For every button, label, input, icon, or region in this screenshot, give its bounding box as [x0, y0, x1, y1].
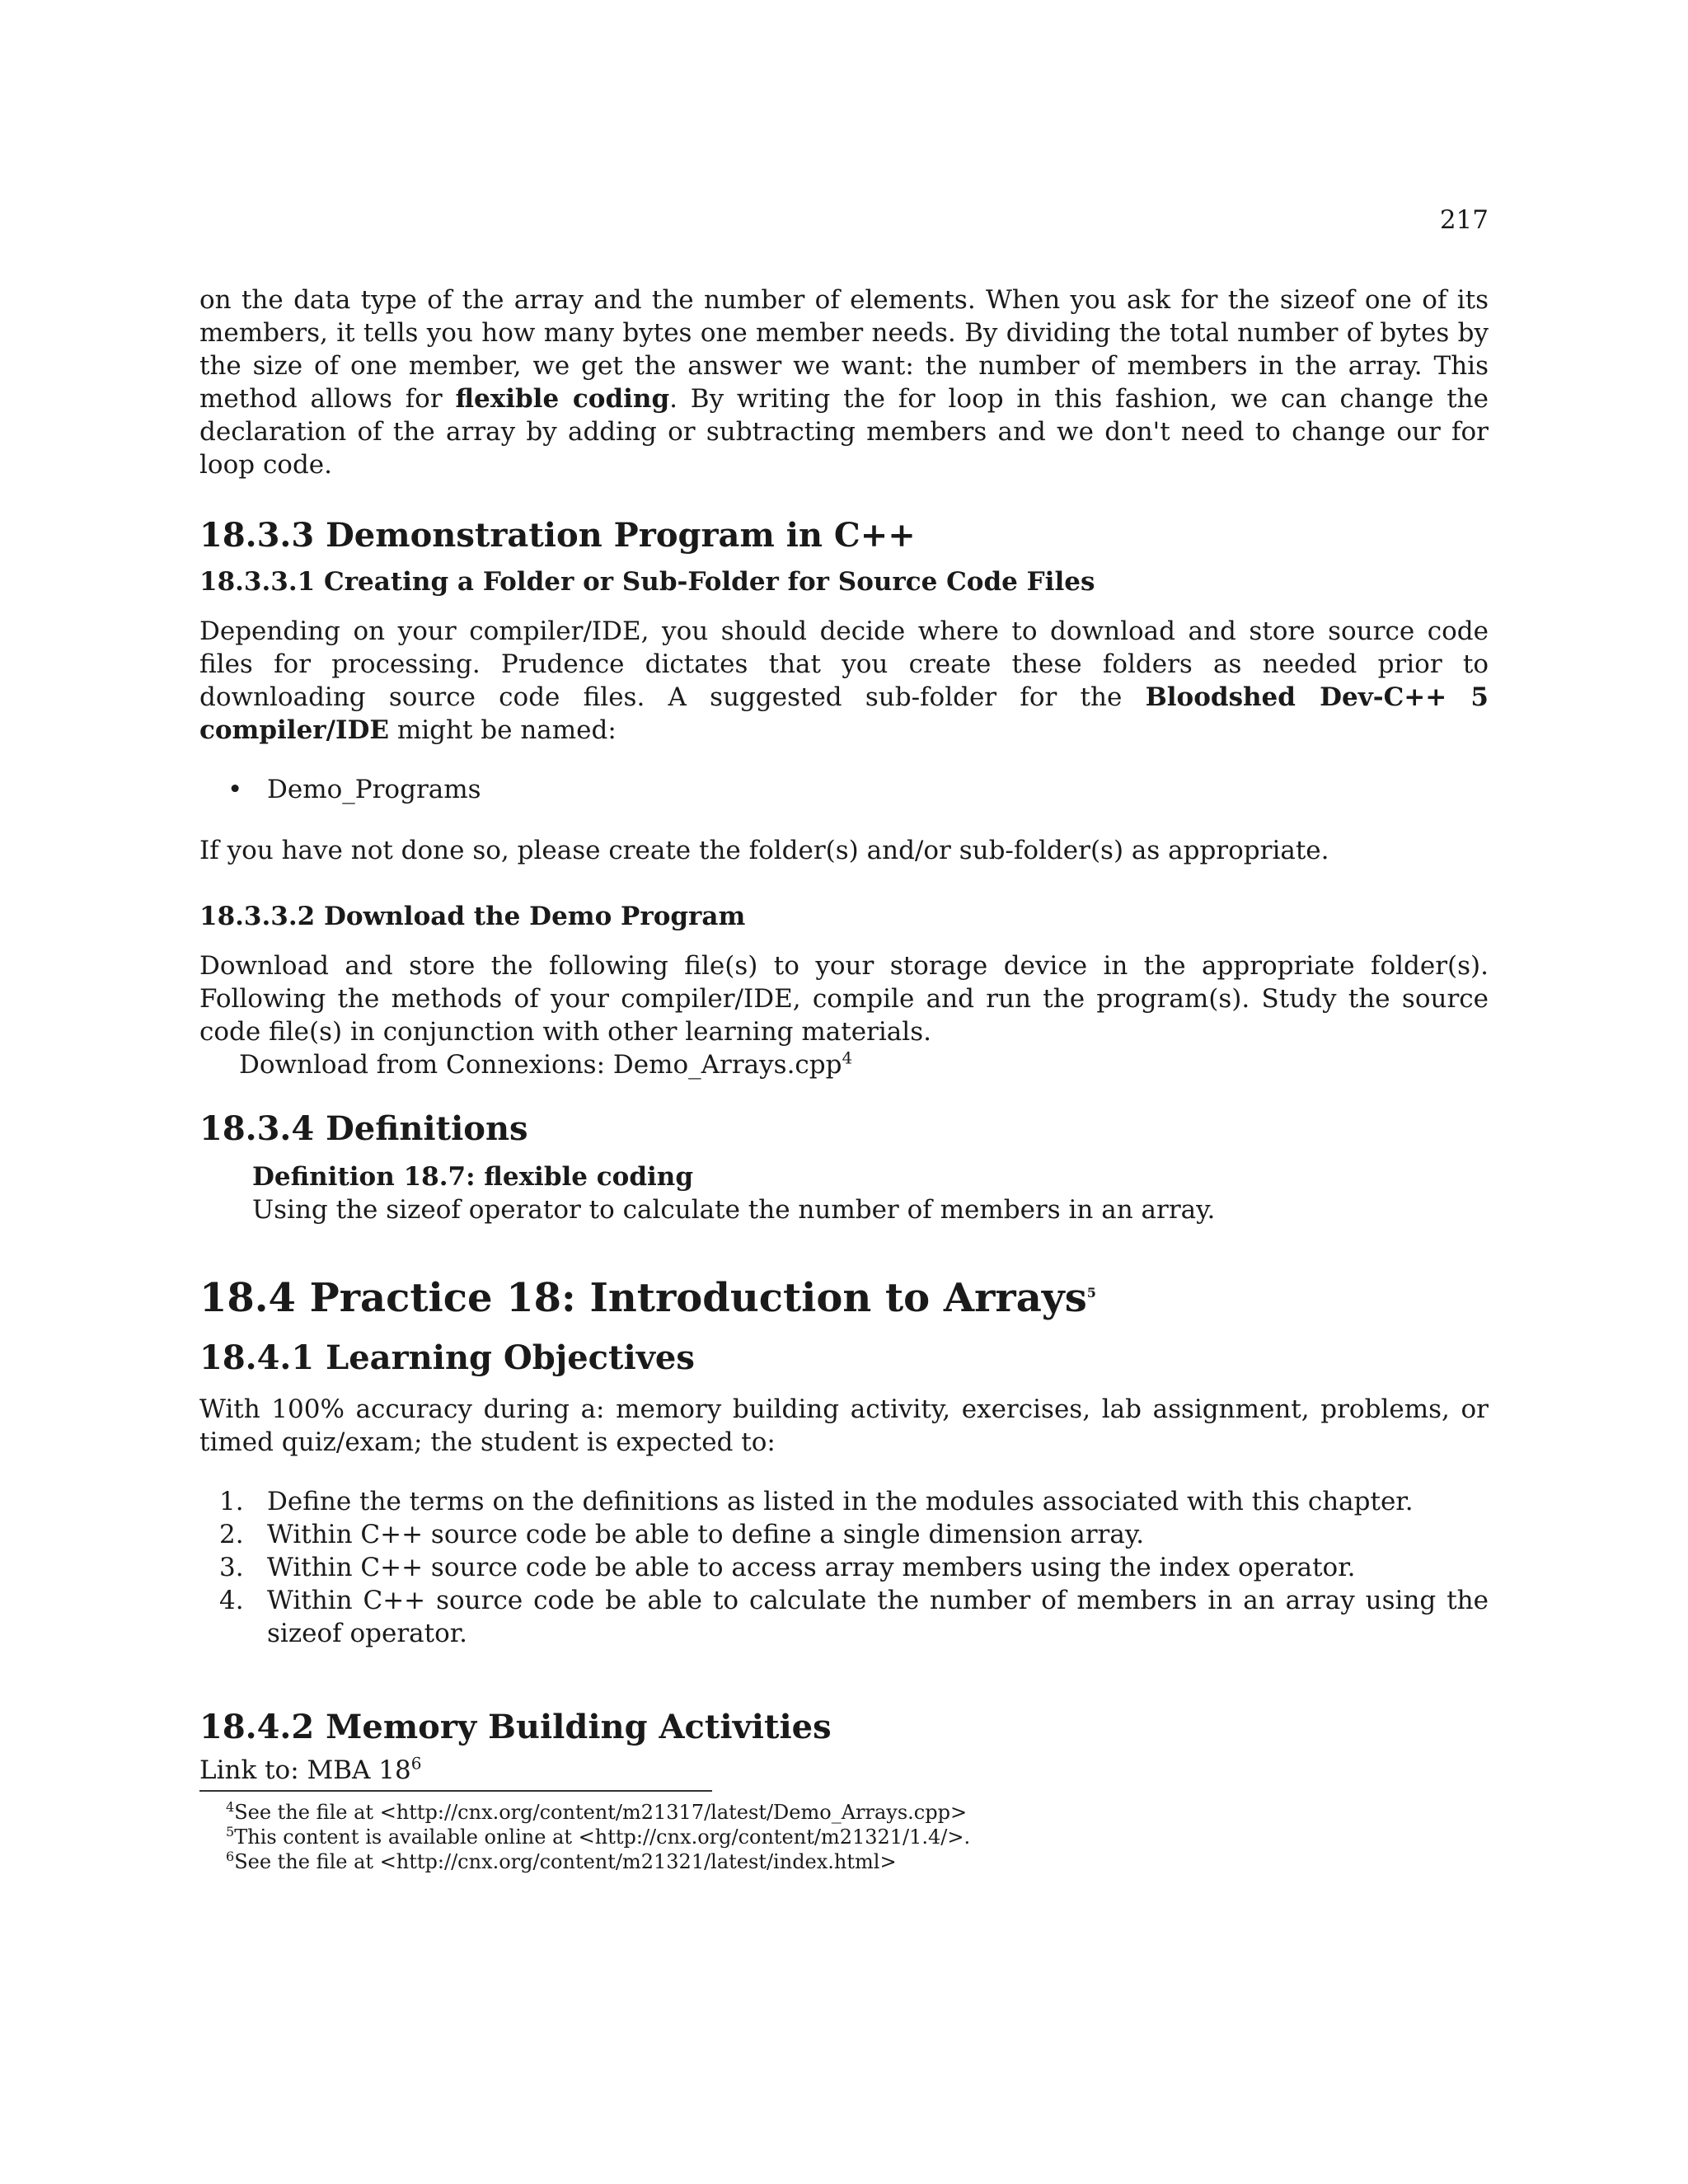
footnote-number: 5: [226, 1824, 235, 1840]
footnote-text[interactable]: See the file at <http://cnx.org/content/m21317/latest/Demo_Arrays.cpp>: [234, 1801, 968, 1824]
footnote-ref-4[interactable]: 4: [842, 1047, 853, 1068]
page-content: [199, 284, 1489, 1874]
footnote-text[interactable]: This content is available online at <http://cnx.org/content/m21321/1.4/>.: [234, 1825, 971, 1849]
footnote-divider: [199, 1790, 712, 1792]
section-18-4-heading: [199, 1274, 1489, 1322]
footnote-ref-6[interactable]: 6: [410, 1753, 422, 1774]
list-item: [199, 1584, 1489, 1650]
list-number: 3.: [219, 1553, 244, 1582]
footnote-text[interactable]: See the file at <http://cnx.org/content/m21321/latest/index.html>: [234, 1850, 897, 1873]
footnote: [226, 1825, 1489, 1849]
footnote: [226, 1849, 1489, 1874]
intro-text-1: on the data type of the array and the number of elements. When you ask for the sizeof one of its members, it tells you how many bytes one member needs. By dividing the total number of bytes by the size of one member, we get the answer we want: the number of members in the array. This method allows for: [199, 285, 1489, 414]
list-item: [199, 1485, 1489, 1518]
intro-bold-term: flexible coding: [455, 384, 670, 414]
bullet-text: Demo_Programs: [267, 775, 481, 804]
section-18-3-3-heading: 18.3.3 Demonstration Program in C++: [199, 516, 916, 555]
create-folder-paragraph: If you have not done so, please create the folder(s) and/or sub-folder(s) as appropriate.: [199, 836, 1329, 865]
footnote-number: 4: [226, 1799, 235, 1815]
download-paragraph: Download and store the following file(s) to your storage device in the appropriate folder(s). Following the methods of your compiler/IDE, compile and run the program(s). Study the source code file(s) in conjunction with other learning materials.: [199, 951, 1489, 1047]
folder-text-1: Depending on your compiler/IDE, you should decide where to download and store source code files for processing. Prudence dictates that you create these folders as needed prior to downloading source code files. A suggested sub-folder for the: [199, 616, 1489, 712]
objectives-list: [199, 1485, 1489, 1650]
list-item: [199, 1551, 1489, 1584]
list-item: [199, 1518, 1489, 1551]
list-number: 4.: [219, 1586, 244, 1615]
section-18-3-3-2-heading: 18.3.3.2 Download the Demo Program: [199, 902, 746, 931]
definition-block: [252, 1160, 1489, 1226]
section-18-4-2-heading: 18.4.2 Memory Building Activities: [199, 1708, 832, 1746]
section-18-3-4-heading: 18.3.4 Definitions: [199, 1109, 528, 1148]
folder-bold-term: Bloodshed Dev-C++ 5 compiler/IDE: [199, 682, 1489, 745]
list-text: Within C++ source code be able to access array members using the index operator.: [267, 1553, 1356, 1582]
intro-paragraph: [199, 284, 1489, 481]
download-link-text[interactable]: Download from Connexions: Demo_Arrays.cpp: [239, 1050, 842, 1080]
section-18-3-3-1-heading: 18.3.3.1 Creating a Folder or Sub-Folder for Source Code Files: [199, 567, 1095, 597]
list-number: 2.: [219, 1520, 244, 1549]
footnote-ref-5[interactable]: 5: [1086, 1285, 1096, 1301]
list-item: [199, 773, 1489, 806]
definition-title: Definition 18.7: flexible coding: [252, 1162, 694, 1192]
definition-text: Using the sizeof operator to calculate the number of members in an array.: [252, 1195, 1216, 1225]
folder-text-2: might be named:: [388, 715, 617, 745]
footnote-number: 6: [226, 1849, 235, 1864]
footnote: [226, 1800, 1489, 1825]
page-number: 217: [1439, 205, 1489, 235]
mba-link-line: [199, 1754, 1489, 1787]
section-18-4-title: 18.4 Practice 18: Introduction to Arrays: [199, 1275, 1087, 1321]
list-number: 1.: [219, 1487, 244, 1516]
folder-bullet-list: [199, 773, 1489, 806]
list-text: Within C++ source code be able to calculate the number of members in an array using the sizeof operator.: [267, 1586, 1489, 1648]
objectives-intro: With 100% accuracy during a: memory building activity, exercises, lab assignment, problems, or timed quiz/exam; the student is expected to:: [199, 1394, 1489, 1457]
mba-link-text[interactable]: Link to: MBA 18: [199, 1755, 411, 1785]
list-text: Within C++ source code be able to define a single dimension array.: [267, 1520, 1145, 1549]
intro-text-2: . By writing the for loop in this fashion, we can change the declaration of the array by adding or subtracting members and we don't need to change our for loop code.: [199, 384, 1489, 480]
bullet-icon: •: [227, 775, 243, 804]
list-text: Define the terms on the definitions as listed in the modules associated with this chapter.: [267, 1487, 1414, 1516]
section-18-4-1-heading: 18.4.1 Learning Objectives: [199, 1338, 695, 1377]
folder-paragraph: [199, 615, 1489, 747]
footnotes: [199, 1800, 1489, 1874]
download-line: [199, 1048, 1489, 1081]
